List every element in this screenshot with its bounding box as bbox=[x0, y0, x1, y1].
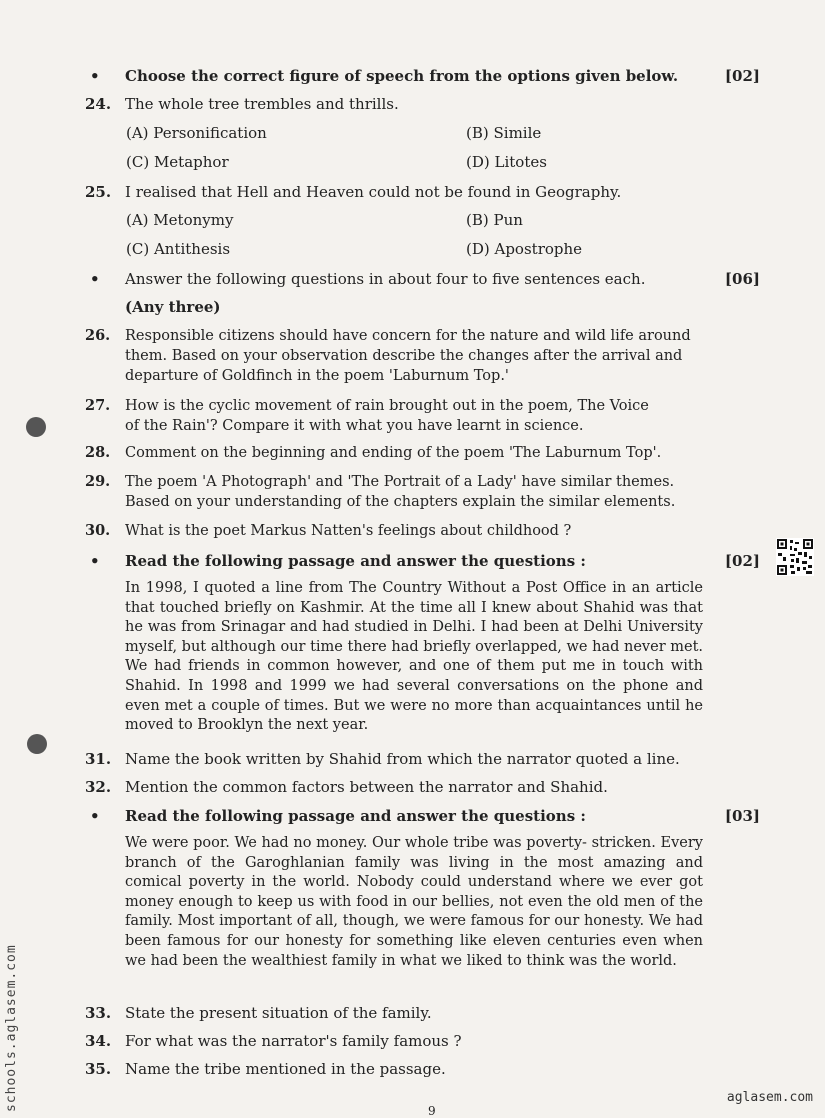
option-a: (A) Personification bbox=[126, 124, 267, 142]
punch-hole-top bbox=[26, 417, 46, 437]
option-b: (B) Pun bbox=[466, 211, 523, 229]
qr-code-icon bbox=[776, 538, 814, 576]
bullet: • bbox=[90, 807, 100, 825]
marks-label: [02] bbox=[724, 552, 760, 570]
option-d: (D) Apostrophe bbox=[466, 240, 583, 258]
marks-label: [03] bbox=[724, 807, 760, 825]
option-a: (A) Metonymy bbox=[126, 211, 234, 229]
question-line: How is the cyclic movement of rain brought out in the poem, The Voice bbox=[125, 398, 649, 414]
option-d: (D) Litotes bbox=[466, 153, 547, 171]
question-number: 29. bbox=[85, 473, 111, 490]
question-line: What is the poet Markus Natten's feelings about childhood ? bbox=[125, 523, 572, 539]
question-number: 32. bbox=[85, 778, 112, 796]
marks-label: [02] bbox=[724, 67, 760, 85]
question-line: The poem 'A Photograph' and 'The Portrait of a Lady' have similar themes. bbox=[125, 474, 675, 490]
option-c: (C) Antithesis bbox=[126, 240, 231, 258]
question-line: them. Based on your observation describe the changes after the arrival and bbox=[125, 348, 683, 364]
question-text: State the present situation of the family. bbox=[125, 1004, 432, 1022]
section-heading: Answer the following questions in about four to five sentences each. bbox=[125, 270, 646, 288]
question-number: 26. bbox=[85, 327, 111, 344]
question-number: 34. bbox=[85, 1032, 112, 1050]
question-text: Name the book written by Shahid from which the narrator quoted a line. bbox=[125, 750, 680, 768]
question-line: Responsible citizens should have concern for the nature and wild life around bbox=[125, 328, 691, 344]
section-subheading: (Any three) bbox=[125, 298, 221, 316]
question-text: The whole tree trembles and thrills. bbox=[125, 95, 399, 113]
bullet: • bbox=[90, 552, 100, 570]
question-line: Comment on the beginning and ending of the poem 'The Laburnum Top'. bbox=[125, 445, 662, 461]
question-line: Based on your understanding of the chapters explain the similar elements. bbox=[125, 494, 676, 510]
option-c: (C) Metaphor bbox=[126, 153, 229, 171]
question-number: 24. bbox=[85, 95, 112, 113]
question-text: For what was the narrator's family famous ? bbox=[125, 1032, 462, 1050]
section-heading: Choose the correct figure of speech from the options given below. bbox=[125, 67, 679, 85]
question-number: 33. bbox=[85, 1004, 112, 1022]
side-watermark: schools.aglasem.com bbox=[4, 944, 19, 1112]
question-number: 28. bbox=[85, 444, 111, 461]
passage-2: We were poor. We had no money. Our whole tribe was poverty- stricken. Every branch of the Garoghlanian family was living in the most amazing and comical poverty in the world. Nobody could understand where we ever got money enough to keep us with food in our bellies, not even the old men of the family. Most important of all, though, we were famous for our honesty. We had been famous for our honesty for something like eleven centuries even when we had been the wealthiest family in what we liked to think was the world. bbox=[125, 835, 703, 969]
page-number: 9 bbox=[428, 1104, 436, 1118]
question-number: 31. bbox=[85, 750, 112, 768]
marks-label: [06] bbox=[724, 270, 760, 288]
question-line: departure of Goldfinch in the poem 'Laburnum Top.' bbox=[125, 368, 509, 384]
question-number: 25. bbox=[85, 183, 112, 201]
question-text: Mention the common factors between the narrator and Shahid. bbox=[125, 778, 608, 796]
question-number: 27. bbox=[85, 397, 111, 414]
section-heading: Read the following passage and answer the questions : bbox=[125, 552, 586, 570]
question-number: 35. bbox=[85, 1060, 112, 1078]
question-line: of the Rain'? Compare it with what you have learnt in science. bbox=[125, 418, 584, 434]
footer-watermark: aglasem.com bbox=[726, 1090, 813, 1105]
punch-hole-bottom bbox=[27, 734, 47, 754]
bullet: • bbox=[90, 270, 100, 288]
passage-1: In 1998, I quoted a line from The Country Without a Post Office in an article that touched briefly on Kashmir. At the time all I knew about Shahid was that he was from Srinagar and had studied in Delhi. I had been at Delhi University myself, but although our time there had briefly overlapped, we had never met. We had friends in common however, and one of them put me in touch with Shahid. In 1998 and 1999 we had several conversations on the phone and even met a couple of times. But we were no more than acquaintances until he moved to Brooklyn the next year. bbox=[125, 580, 703, 734]
section-heading: Read the following passage and answer the questions : bbox=[125, 807, 586, 825]
question-text: Name the tribe mentioned in the passage. bbox=[125, 1060, 446, 1078]
option-b: (B) Simile bbox=[466, 124, 542, 142]
bullet: • bbox=[90, 67, 100, 85]
question-text: I realised that Hell and Heaven could not be found in Geography. bbox=[125, 183, 622, 201]
question-number: 30. bbox=[85, 522, 111, 539]
